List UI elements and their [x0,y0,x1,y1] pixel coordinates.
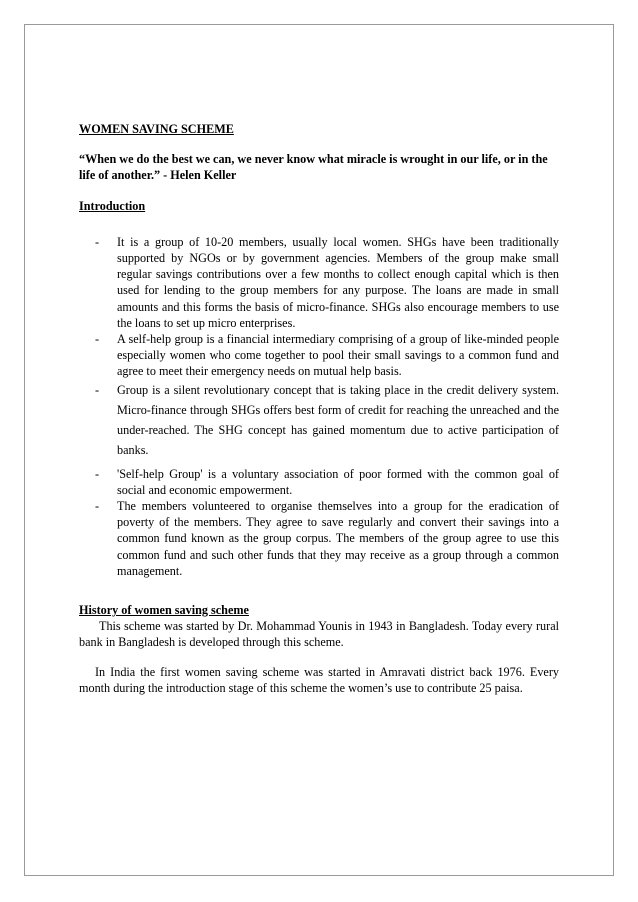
history-paragraph: In India the first women saving scheme was started in Amravati district back 1976. Every month during the introduction stage of this scheme the women’s use to contribute 25 paisa. [79,664,559,695]
opening-quote: “When we do the best we can, we never know what miracle is wrought in our life, or in the life of another.” - Helen Keller [79,152,548,183]
bullet-item [79,234,559,331]
bullet-item [79,380,559,460]
bullet-dash: - [95,234,100,249]
bullet-dash: - [95,499,100,514]
document-body [79,121,559,696]
bullet-text: The members volunteered to organise themselves into a group for the eradication of poverty of the members. They agree to save regularly and convert their savings into a common fund known as the group corpus. The members of the group agree to use this common fund and such other funds that they may receive as a group through a common management. [117,499,559,578]
history-paragraph: This scheme was started by Dr. Mohammad Younis in 1943 in Bangladesh. Today every rural bank in Bangladesh is developed through this scheme. [79,619,559,650]
bullet-item [79,498,559,579]
bullet-dash: - [95,466,100,481]
bullet-text: 'Self-help Group' is a voluntary association of poor formed with the common goal of social and economic empowerment. [117,466,559,497]
introduction-heading: Introduction [79,198,146,213]
bullet-dash: - [95,332,100,347]
introduction-bullet-list [79,234,559,579]
bullet-item [79,466,559,498]
bullet-text: It is a group of 10-20 members, usually local women. SHGs have been traditionally supported by NGOs or by government agencies. Members of the group make small regular savings contributions over a few months to collect enough capital which is then used for lending to the group members for any purpose. The loans are made in small amounts and this forms the basis of micro-finance. SHGs also encourage members to use the loans to set up micro enterprises. [117,234,559,330]
bullet-dash: - [95,382,100,397]
bullet-item [79,331,559,380]
document-title: WOMEN SAVING SCHEME [79,122,234,136]
bullet-text: A self-help group is a financial intermediary comprising of a group of like-minded people especially women who come together to pool their small savings to a common fund and agree to meet their emergency needs on mutual help basis. [117,332,559,379]
history-heading: History of women saving scheme [79,603,249,618]
bullet-text: Group is a silent revolutionary concept that is taking place in the credit delivery system. Micro-finance through SHGs offers best form of credit for reaching the unreached and the under-reached. The SHG concept has gained momentum due to active participation of banks. [117,382,559,457]
